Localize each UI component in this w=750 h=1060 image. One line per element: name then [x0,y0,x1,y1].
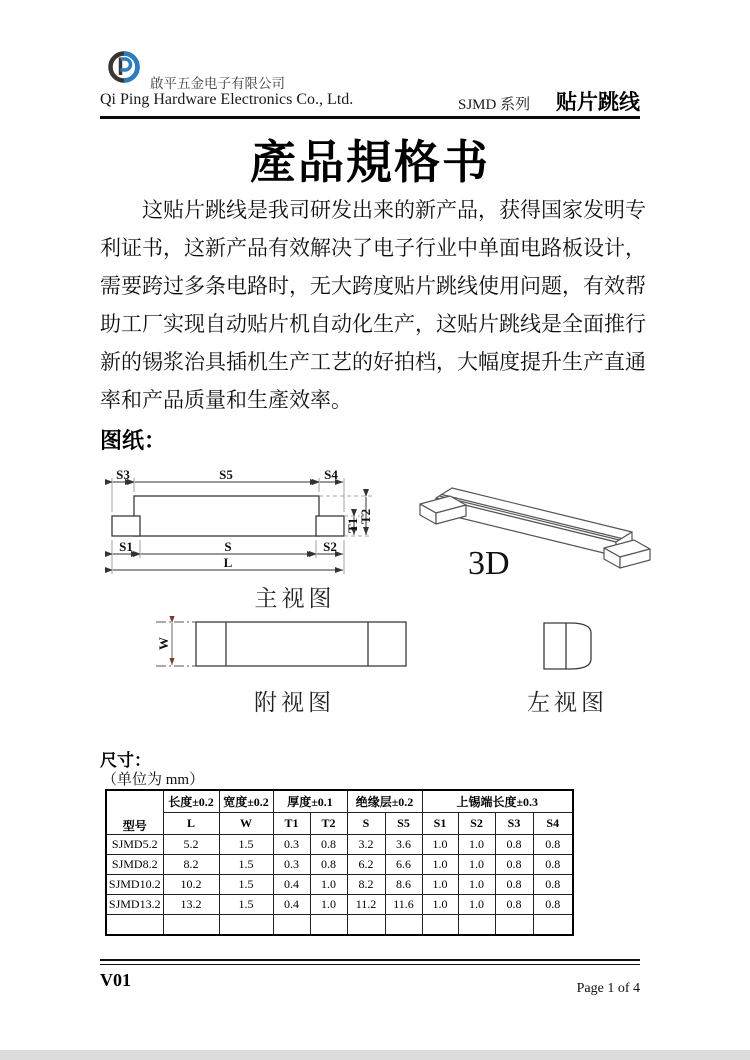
col-group-length: 长度±0.2 [163,790,219,813]
col-header-model: 型号 [106,790,163,835]
dim-s3: S3 [116,470,130,482]
left-view-drawing [536,618,600,676]
col-header-t2: T2 [310,813,347,835]
col-header-s5: S5 [385,813,422,835]
page-title: 產品規格书 [250,136,490,188]
company-name-en: Qi Ping Hardware Electronics Co., Ltd. [100,91,354,108]
cell-model: SJMD10.2 [106,875,163,895]
col-header-s2: S2 [458,813,495,835]
left-view-label: 左视图 [527,690,608,715]
product-name: 贴片跳线 [556,91,640,114]
dim-s4: S4 [324,470,338,482]
col-header-l: L [163,813,219,835]
cell-model: SJMD8.2 [106,855,163,875]
dim-s1: S1 [119,539,133,554]
intro-line: 利证书，这新产品有效解决了电子行业中单面电路板设计， [100,236,646,260]
col-header-w: W [219,813,273,835]
intro-line: 率和产品质量和生產效率。 [100,388,352,412]
table-row: SJMD8.2 8.2 1.5 0.3 0.8 6.2 6.6 1.0 1.0 0.8 0.8 [106,855,573,875]
dim-s: S [224,539,232,554]
col-group-width: 宽度±0.2 [219,790,273,813]
table-empty-row [106,915,573,936]
intro-paragraph [100,191,646,419]
table-row: SJMD13.2 13.2 1.5 0.4 1.0 11.2 11.6 1.0 1.0 0.8 0.8 [106,895,573,915]
front-view-label: 主视图 [254,586,336,611]
dim-t2: T2 [358,508,373,524]
col-group-thickness: 厚度±0.1 [273,790,347,813]
col-header-s1: S1 [422,813,458,835]
company-logo-icon [105,46,145,88]
col-group-tin: 上锡端长度±0.3 [422,790,573,813]
intro-line: 需要跨过多条电路时，无大跨度贴片跳线使用问题，有效帮 [100,274,646,298]
dim-s5: S5 [219,470,233,482]
version-label: V01 [100,970,131,990]
col-header-s4: S4 [533,813,573,835]
header-rule [100,116,640,119]
cell-model: SJMD13.2 [106,895,163,915]
top-view-drawing [146,616,418,678]
cell-model: SJMD5.2 [106,835,163,855]
intro-line: 助工厂实现自动贴片机自动化生产，这贴片跳线是全面推行 [100,312,646,336]
bottom-edge-strip [0,1050,750,1060]
series-label: SJMD 系列 [458,97,531,113]
drawings-heading: 图纸： [100,428,167,453]
dimensions-table-wrap [105,789,574,936]
dimensions-heading: 尺寸： [100,751,151,770]
intro-line: 新的锡浆治具插机生产工艺的好拍档，大幅度提升生产直通 [100,350,646,374]
table-header-sub-row [106,813,573,835]
page-number: Page 1 of 4 [576,981,640,996]
intro-line: 这贴片跳线是我司研发出来的新产品，获得国家发明专 [142,198,646,222]
dimensions-unit: （单位为 mm） [102,772,205,788]
table-header-group-row [106,790,573,813]
dim-l: L [223,555,233,570]
col-header-s3: S3 [495,813,533,835]
footer-rule [100,959,640,965]
col-header-t1: T1 [273,813,310,835]
table-row: SJMD10.2 10.2 1.5 0.4 1.0 8.2 8.6 1.0 1.0 0.8 0.8 [106,875,573,895]
dim-t1: T1 [345,517,360,533]
col-header-s: S [347,813,385,835]
company-name-cn: 啟平五金电子有限公司 [150,76,285,91]
front-view-drawing [104,470,376,578]
dim-s2: S2 [323,539,337,554]
dim-w: W [156,637,171,650]
top-view-label: 附视图 [254,690,335,715]
three-d-view-drawing [418,474,658,584]
three-d-label: 3D [468,545,510,582]
col-group-insulation: 绝缘层±0.2 [347,790,422,813]
dimensions-table [105,789,574,936]
table-row: SJMD5.2 5.2 1.5 0.3 0.8 3.2 3.6 1.0 1.0 0.8 0.8 [106,835,573,855]
